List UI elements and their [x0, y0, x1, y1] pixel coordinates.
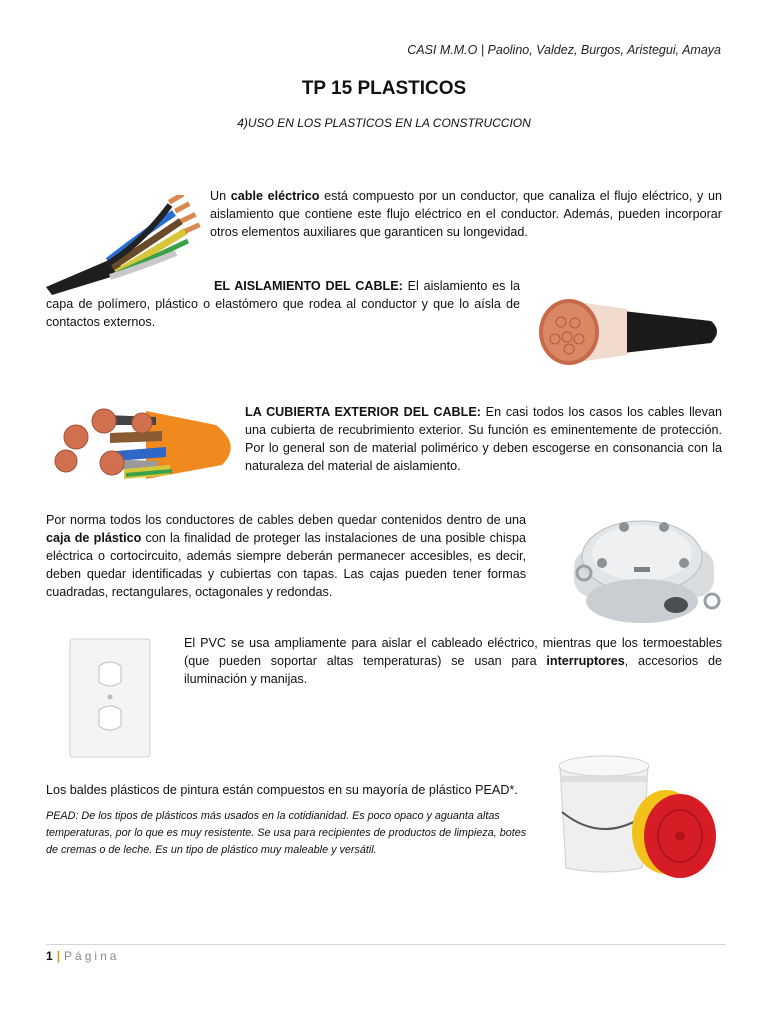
page-subtitle: 4)USO EN LOS PLASTICOS EN LA CONSTRUCCION — [237, 116, 531, 130]
pvc-keyword: interruptores — [546, 654, 625, 668]
header-authors: CASI M.M.O | Paolino, Valdez, Burgos, Aristegui, Amaya — [407, 43, 721, 57]
junction-box-image — [564, 509, 721, 627]
cable-paragraph: Un cable eléctrico está compuesto por un conductor, que canaliza el flujo eléctrico, y un aislamiento que contiene este flujo eléctrico en el conductor. Además, pueden incorporar otros elementos auxiliares que garanticen su longevidad. — [210, 189, 722, 239]
pvc-paragraph: El PVC se usa ampliamente para aislar el cableado eléctrico, mientras que los termoestables (que pueden soportar altas temperaturas) se usan para interruptores, accesorios de iluminación y manijas. — [184, 636, 723, 686]
page-label: Página — [64, 949, 120, 963]
wall-outlet-image — [69, 638, 151, 758]
paint-bucket-image — [554, 750, 722, 890]
aislamiento-paragraph: EL AISLAMIENTO DEL CABLE: El aislamiento es la capa de polímero, plástico o elastómero que rodea al conductor y que lo aísla de contactos externos. — [46, 279, 521, 329]
copper-cable-insulation-image — [531, 287, 721, 379]
cubierta-heading: LA CUBIERTA EXTERIOR DEL CABLE: — [245, 405, 481, 419]
cubierta-paragraph: LA CUBIERTA EXTERIOR DEL CABLE: En casi todos los casos los cables llevan una cubierta de recubrimiento exterior. Su función es eminentemente de protección. Por lo general son de material polimérico y deben escogerse en consonancia con la naturaleza del material de aislamiento. — [245, 405, 722, 473]
cable-keyword: cable eléctrico — [230, 189, 320, 203]
page-footer — [46, 949, 119, 963]
page-number: 1 — [46, 949, 53, 963]
page-title: TP 15 PLASTICOS — [301, 78, 467, 99]
footer-separator: | — [56, 949, 61, 963]
caja-keyword: caja de plástico — [46, 531, 142, 545]
orange-sheathed-cable-image — [46, 403, 238, 489]
footer-divider — [46, 944, 726, 945]
pead-note: PEAD: De los tipos de plásticos más usados en la cotidianidad. Es poco opaco y aguanta altas temperaturas, por lo que es muy resistente. Se usa para recipientes de productos de limpieza, botes de cremas o de leche. Es un tipo de plástico muy maleable y versátil. — [46, 810, 527, 856]
aislamiento-heading: EL AISLAMIENTO DEL CABLE: — [214, 279, 403, 293]
baldes-paragraph: Los baldes plásticos de pintura están compuestos en su mayoría de plástico PEAD*. — [46, 783, 518, 797]
caja-paragraph: Por norma todos los conductores de cables deben quedar contenidos dentro de una caja de plástico con la finalidad de proteger las instalaciones de una posible chispa eléctrica o cortocircuito, además siempre deberán permanecer accesibles, es decir, deben quedar identificadas y cubiertas con tapas. Las cajas pueden tener formas cuadradas, rectangulares, octagonales y redondas. — [46, 513, 526, 599]
